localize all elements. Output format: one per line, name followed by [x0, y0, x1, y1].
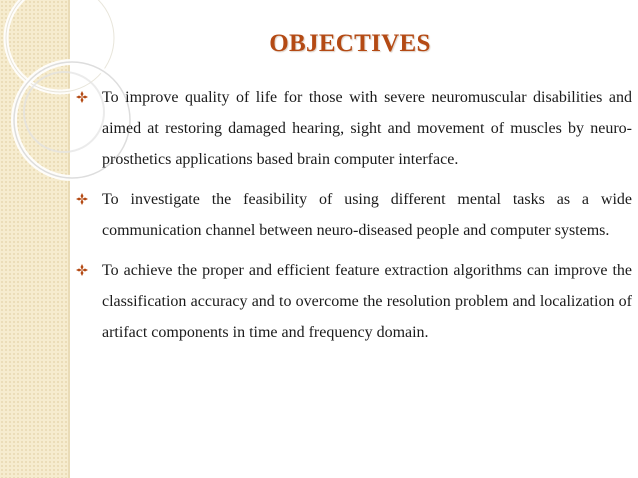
list-item-text: To investigate the feasibility of using different mental tasks as a wide communication channel between neuro-diseased people and computer systems. [102, 191, 632, 239]
list-item [76, 255, 632, 348]
four-diamond-bullet-icon [76, 264, 88, 276]
four-diamond-bullet-icon [76, 91, 88, 103]
list-item [76, 184, 632, 246]
list-item [76, 82, 632, 175]
list-item-text: To achieve the proper and efficient feature extraction algorithms can improve the classification accuracy and to overcome the resolution problem and localization of artifact components in time and frequency domain. [102, 262, 632, 341]
objectives-list [76, 82, 632, 357]
list-item-text: To improve quality of life for those with severe neuromuscular disabilities and aimed at restoring damaged hearing, sight and movement of muscles by neuro-prosthetics applications based brain computer interface. [102, 89, 632, 168]
slide-title: OBJECTIVES [269, 30, 431, 57]
four-diamond-bullet-icon [76, 193, 88, 205]
